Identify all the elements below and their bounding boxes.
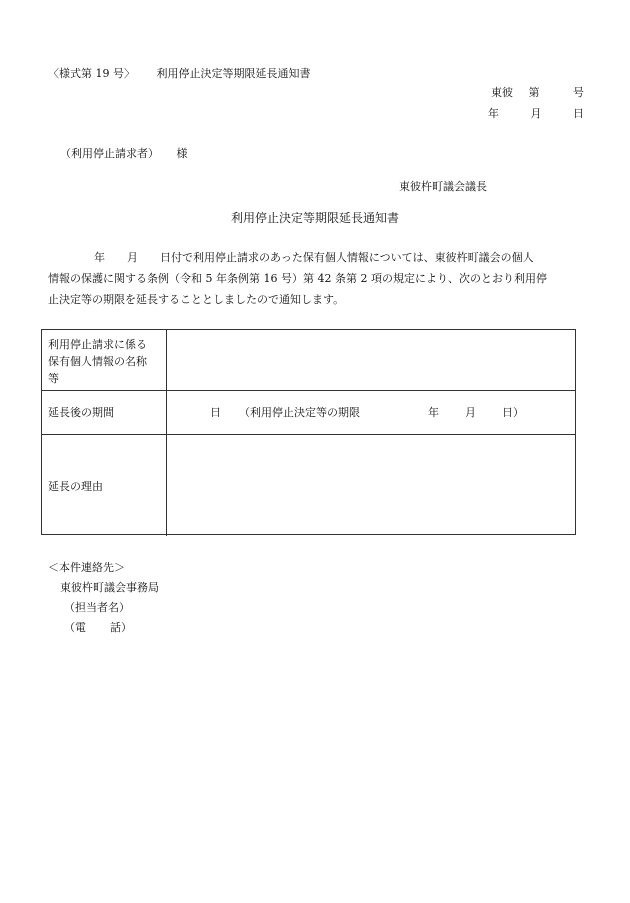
reason-value (167, 435, 575, 536)
period-day: 日 (210, 406, 221, 419)
form-header (48, 68, 311, 79)
body-line-1 (48, 247, 583, 268)
body-line-1-rest: 日付で利用停止請求のあった保有個人情報については、東彼杵町議会の個人 (160, 251, 534, 264)
period-label: 延長後の期間 (42, 391, 167, 434)
table-row-period (42, 391, 575, 435)
form-number: 〈様式第 19 号〉 (48, 67, 135, 80)
table-row-item-name (42, 330, 575, 391)
body-year: 年 (94, 251, 105, 264)
period-month: 月 (465, 406, 476, 419)
document-date-month: 月 (530, 107, 542, 120)
item-name-value (167, 330, 575, 390)
table-row-reason (42, 435, 575, 536)
form-title-small: 利用停止決定等期限延長通知書 (156, 67, 311, 80)
body-month: 月 (127, 251, 138, 264)
document-number (491, 87, 584, 98)
document-number-dai: 第 (528, 86, 540, 99)
addressee-name: （利用停止請求者） (60, 147, 159, 160)
document-number-prefix: 東彼 (491, 86, 513, 99)
item-name-label (42, 330, 167, 390)
sender: 東彼杵町議会議長 (399, 180, 487, 193)
contact-phone-open: （電 (64, 621, 86, 634)
contact-office: 東彼杵町議会事務局 (60, 581, 159, 594)
period-value (167, 391, 575, 434)
item-name-label-line-1: 利用停止請求に係る (48, 338, 147, 351)
reason-label: 延長の理由 (42, 435, 167, 536)
detail-table (41, 329, 576, 535)
addressee (60, 148, 188, 159)
document-date-day: 日 (573, 107, 584, 120)
body-text (48, 247, 583, 310)
addressee-honorific: 様 (176, 147, 188, 160)
contact-person: （担当者名） (64, 601, 130, 614)
contact-phone (64, 622, 132, 633)
period-year: 年 (428, 406, 439, 419)
document-date (488, 108, 584, 119)
document-title: 利用停止決定等期限延長通知書 (230, 211, 399, 225)
item-name-label-line-3: 等 (48, 372, 59, 385)
document-date-year: 年 (488, 107, 499, 120)
period-deadline-label: （利用停止決定等の期限 (239, 406, 360, 419)
body-line-2: 情報の保護に関する条例（令和 5 年条例第 16 号）第 42 条第 2 項の規定により、次のとおり利用停 (48, 272, 547, 285)
item-name-label-line-2: 保有個人情報の名称 (48, 355, 147, 368)
period-day-close: 日） (502, 406, 524, 419)
document-number-go: 号 (573, 86, 584, 99)
body-line-3: 止決定等の期限を延長することとしましたので通知します。 (48, 293, 345, 306)
contact-heading: ＜本件連絡先＞ (48, 561, 125, 574)
contact-phone-close: 話） (110, 621, 132, 634)
